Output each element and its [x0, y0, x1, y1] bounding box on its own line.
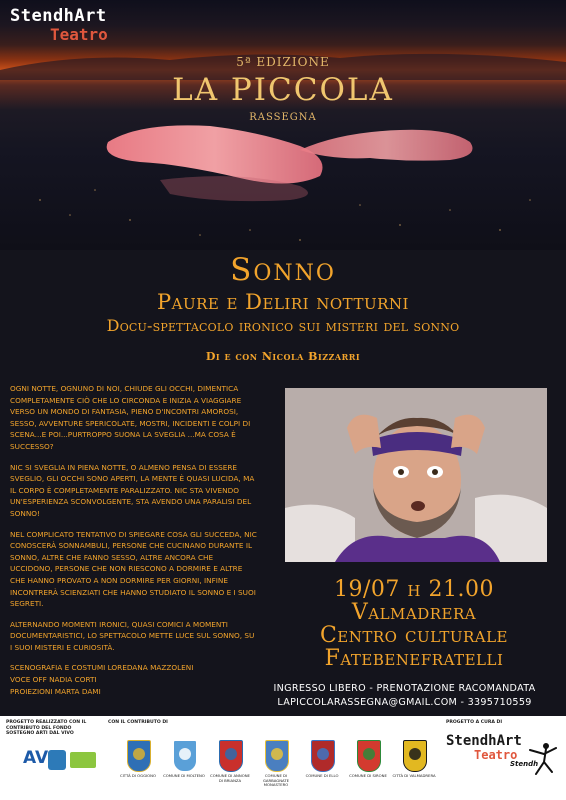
municipality-name: COMUNE DI ANNONE DI BRIANZA — [210, 773, 250, 783]
festival-title: LA PICCOLA — [172, 72, 394, 108]
event-city: Valmadrera — [351, 600, 477, 625]
municipality-name: COMUNE DI SIRONE — [349, 773, 387, 778]
municipality-crest-icon — [357, 740, 381, 772]
actor-photo — [285, 388, 547, 562]
dancer-brand-label: Stendh — [510, 760, 539, 768]
show-tagline: Docu-spettacolo ironico sui misteri del sonno — [106, 316, 460, 335]
brand-sub-footer: Teatro — [474, 748, 518, 762]
stendhart-logo-top — [10, 8, 108, 43]
description-column — [10, 383, 258, 706]
municipality-crest-icon — [173, 740, 197, 772]
municipality-name: COMUNE DI GARBAGNATE MONASTERO — [262, 773, 290, 788]
brand-sub: Teatro — [50, 25, 108, 44]
actor-portrait-illustration — [285, 388, 547, 562]
municipality-name: COMUNE DI ELLO — [305, 773, 339, 778]
brand-name-footer: StendhArt — [446, 733, 522, 749]
description-paragraph: OGNI NOTTE, OGNUNO DI NOI, CHIUDE GLI OCCHI, DIMENTICA COMPLETAMENTE CIÒ CHE LO CIRCONDA E INIZIA A VIAGGIARE VERSO UN MONDO DI FANTASIA, PIENO D'INCONTRI AMOROSI, SESSO, AVVENTURE SPERICOLATE, MOSTRI, INCIDENTI E COLPI DI SCENA...E POI...PURTROPPO SUONA LA SVEGLIA ...MA COSA È SUCCESSO? — [10, 384, 251, 451]
entry-text: INGRESSO LIBERO - PRENOTAZIONE RACOMANDATA — [273, 683, 536, 694]
municipality-crest-icon — [265, 740, 289, 772]
partner-logo-icon — [70, 752, 96, 768]
municipality-name: CITTÀ DI VALMADRERA — [392, 773, 436, 778]
hero-image — [0, 0, 566, 250]
show-byline: Di e con Nicola Bizzarri — [205, 350, 361, 363]
municipality-crest-icon — [127, 740, 151, 772]
municipality-crest-icon — [219, 740, 243, 772]
event-venue-line1: Centro culturale — [319, 623, 509, 648]
av-logo: AV — [23, 748, 49, 768]
festival-subtitle: RASSEGNA — [249, 112, 317, 123]
entry-info — [243, 682, 566, 710]
fsav-logo-icon — [48, 750, 66, 770]
municipality-crest-icon — [311, 740, 335, 772]
event-venue-line2: Fatebenefratelli — [324, 646, 504, 671]
municipality-crest-icon — [403, 740, 427, 772]
description-paragraph: NEL COMPLICATO TENTATIVO DI SPIEGARE COSA GLI SUCCEDA, NIC CONOSCERÀ SONNAMBULI, PERSONE CHE CUCINANO DURANTE IL SONNO, ALTRE CHE FANNO SESSO, ALTRE ANCORA CHE UCCIDONO, PERSONE CHE NON RIESCONO A DORMIRE E ALTRE CHE HANNO PROVATO A NON DORMIRE PER GIORNI, INFINE INCONTRERÀ SCIENZIATI CHE HANNO STUDIATO IL SONNO E I SUOI SEGRETI. — [10, 529, 257, 609]
show-subtitle: Paure e Deliri notturni — [157, 290, 409, 314]
contrib-label: CON IL CONTRIBUTO DI — [108, 720, 168, 725]
contact-text[interactable]: LAPICCOLARASSEGNA@GMAIL.COM - 3395710559 — [277, 697, 532, 708]
edition-label: 5ª EDIZIONE — [236, 55, 330, 69]
municipality-name: COMUNE DI MOLTENO — [163, 773, 205, 778]
brand-name: StendhArt — [10, 6, 107, 26]
stendhart-logo-footer — [446, 732, 522, 761]
description-paragraph: ALTERNANDO MOMENTI IRONICI, QUASI COMICI A MOMENTI DOCUMENTARISTICI, LO SPETTACOLO METTE LUCE SUL SONNO, SU I SUOI MISTERI E CURIOSITÀ. — [10, 619, 255, 652]
credit-proiezioni: PROIEZIONI MARTA DAMI — [10, 686, 101, 696]
show-title: Sonno — [230, 252, 336, 288]
credit-voce: VOCE OFF NADIA CORTI — [10, 675, 97, 685]
event-datetime: 19/07 h 21.00 — [334, 577, 494, 602]
credits — [10, 662, 258, 697]
description-paragraph: NIC SI SVEGLIA IN PIENA NOTTE, O ALMENO PENSA DI ESSERE SVEGLIO, GLI OCCHI SONO APERTI, LA MENTE È QUASI LUCIDA, MA IL CORPO È COMPLETAMENTE PARALIZZATO. NIC STA VIVENDO UN'ESPERIENZA SCONVOLGENTE, STA AVENDO UNA PARALISI DEL SONNO! — [10, 462, 255, 518]
project-label: PROGETTO REALIZZATO CON IL CONTRIBUTO DEL FONDO SOSTEGNO ARTI DAL VIVO — [6, 720, 87, 737]
curated-label: PROGETTO A CURA DI — [446, 720, 503, 725]
municipality-name: CITTÀ DI OGGIONO — [120, 773, 156, 778]
event-info — [262, 578, 566, 670]
credit-scenografia: SCENOGRAFIA E COSTUMI LOREDANA MAZZOLENI — [10, 663, 194, 673]
